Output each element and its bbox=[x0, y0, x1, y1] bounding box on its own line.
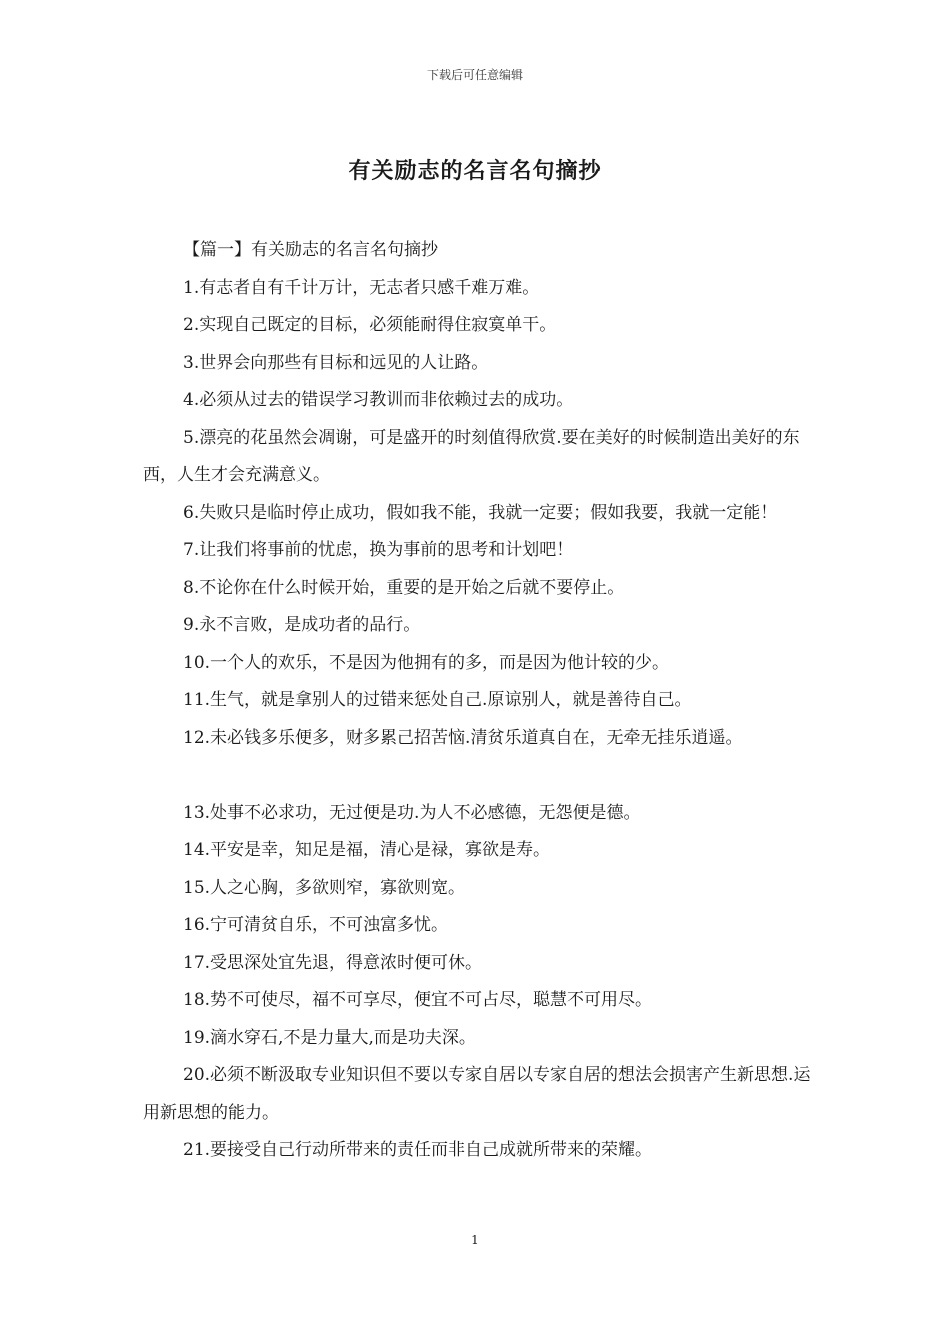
quote-item: 11.生气，就是拿别人的过错来惩处自己.原谅别人，就是善待自己。 bbox=[183, 690, 692, 710]
quote-item: 3.世界会向那些有目标和远见的人让路。 bbox=[183, 352, 489, 373]
quote-item: 4.必须从过去的错误学习教训而非依赖过去的成功。 bbox=[183, 390, 574, 410]
document-body bbox=[143, 232, 821, 1170]
quote-item: 20.必须不断汲取专业知识但不要以专家自居以专家自居的想法会损害产生新思想.运用新思想的能力。 bbox=[143, 1065, 811, 1123]
quote-item: 9.永不言败，是成功者的品行。 bbox=[183, 615, 421, 635]
quote-item: 10.一个人的欢乐，不是因为他拥有的多，而是因为他计较的少。 bbox=[183, 652, 670, 673]
quote-item: 18.势不可使尽，福不可享尽，便宜不可占尽，聪慧不可用尽。 bbox=[183, 990, 653, 1010]
quote-item: 7.让我们将事前的忧虑，换为事前的思考和计划吧！ bbox=[183, 540, 574, 560]
quote-item: 8.不论你在什么时候开始，重要的是开始之后就不要停止。 bbox=[183, 577, 625, 598]
section-heading: 【篇一】有关励志的名言名句摘抄 bbox=[183, 240, 438, 260]
document-title: 有关励志的名言名句摘抄 bbox=[348, 158, 602, 184]
blank-line bbox=[143, 757, 821, 795]
quote-item: 14.平安是幸，知足是福，清心是禄，寡欲是寿。 bbox=[183, 840, 551, 860]
quote-item: 13.处事不必求功，无过便是功.为人不必感德，无怨便是德。 bbox=[183, 802, 641, 823]
quote-item: 12.未必钱多乐便多，财多累己招苦恼.清贫乐道真自在，无牵无挂乐逍遥。 bbox=[183, 727, 743, 748]
quote-item: 6.失败只是临时停止成功，假如我不能，我就一定要；假如我要，我就一定能！ bbox=[183, 502, 778, 523]
quote-item: 19.滴水穿石,不是力量大,而是功夫深。 bbox=[183, 1027, 476, 1048]
quote-item: 15.人之心胸，多欲则窄，寡欲则宽。 bbox=[183, 877, 466, 898]
quote-item: 21.要接受自己行动所带来的责任而非自己成就所带来的荣耀。 bbox=[183, 1140, 653, 1160]
page-number: 1 bbox=[471, 1233, 479, 1247]
quote-item: 17.受思深处宜先退，得意浓时便可休。 bbox=[183, 952, 483, 973]
header-note: 下载后可任意编辑 bbox=[426, 68, 523, 82]
quote-item: 2.实现自己既定的目标，必须能耐得住寂寞单干。 bbox=[183, 315, 557, 335]
quote-item: 16.宁可清贫自乐，不可浊富多忧。 bbox=[183, 915, 449, 935]
quote-item: 1.有志者自有千计万计，无志者只感千难万难。 bbox=[183, 277, 540, 298]
quote-item: 5.漂亮的花虽然会凋谢，可是盛开的时刻值得欣赏.要在美好的时候制造出美好的东西，人生才会充满意义。 bbox=[143, 427, 800, 485]
